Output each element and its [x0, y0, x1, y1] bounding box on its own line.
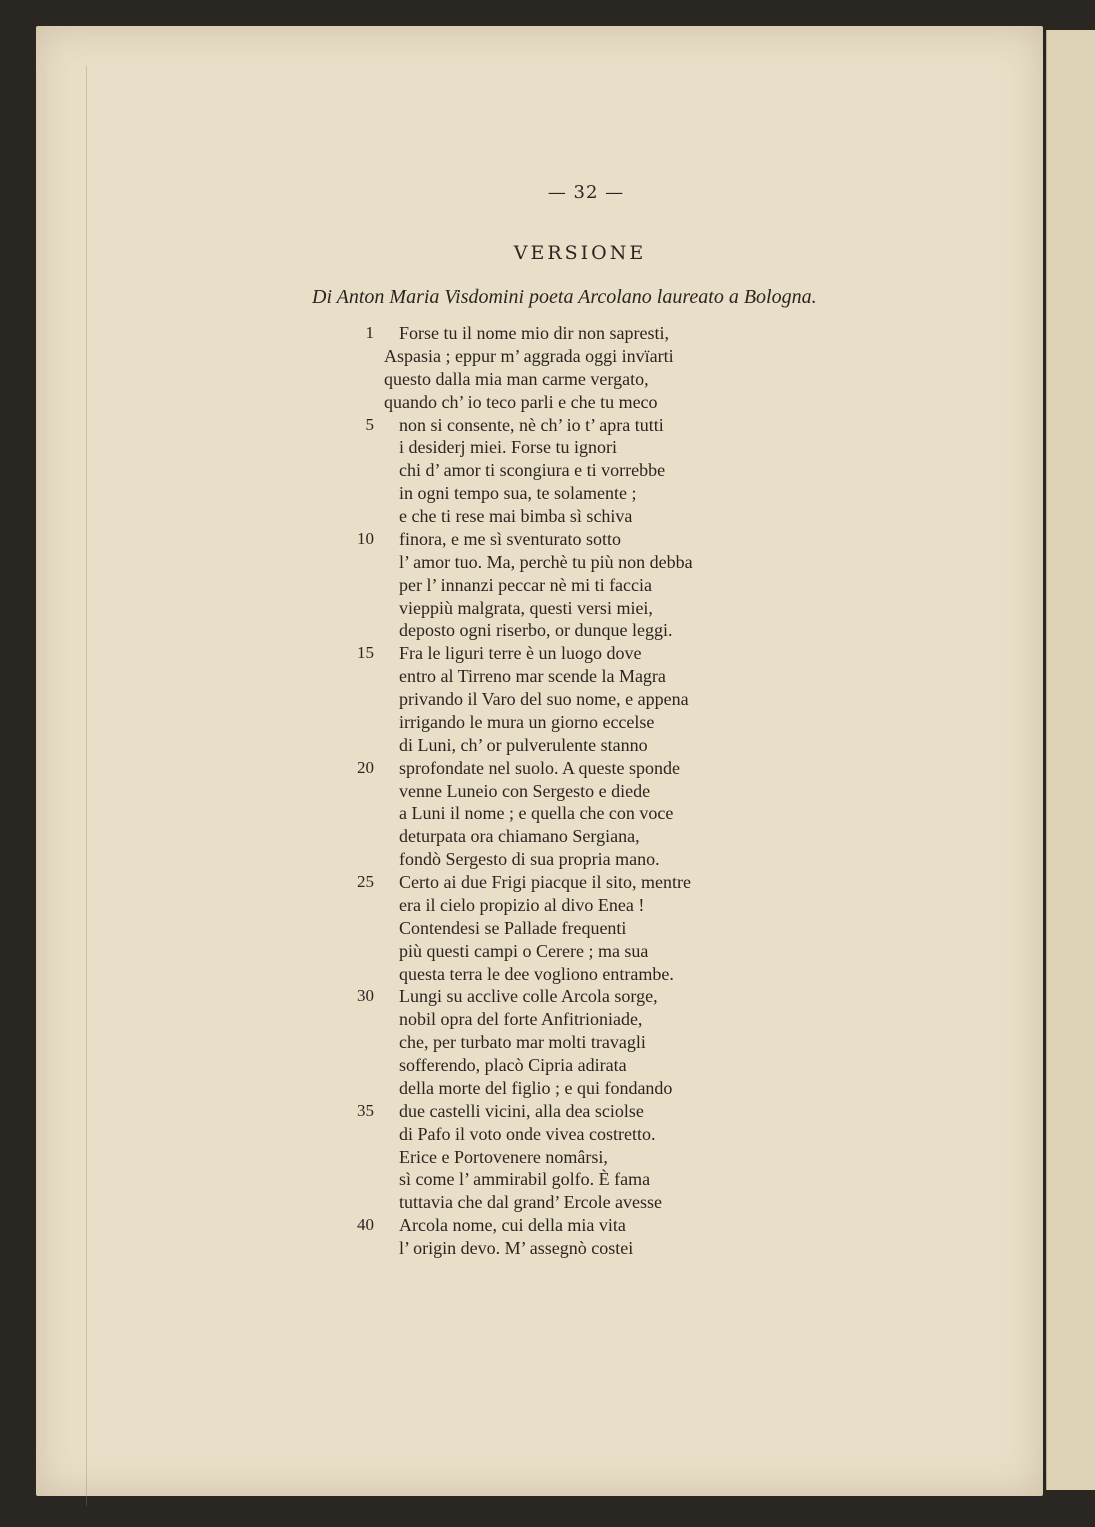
- poem-line: [330, 619, 810, 642]
- line-text: sprofondate nel suolo. A queste sponde: [399, 757, 680, 778]
- line-text: deposto ogni riserbo, or dunque leggi.: [399, 620, 673, 641]
- line-text: per l’ innanzi peccar nè mi ti faccia: [399, 574, 653, 595]
- poem-line: [330, 1146, 810, 1169]
- poem-line: [330, 459, 810, 482]
- line-text: deturpata ora chiamano Sergiana,: [399, 826, 640, 847]
- poem-line: [330, 848, 810, 871]
- poem-line: [330, 871, 810, 894]
- poem-line: [330, 711, 810, 734]
- page-fold-line: [86, 66, 87, 1506]
- line-text: i desiderj miei. Forse tu ignori: [399, 437, 617, 458]
- line-text: Arcola nome, cui della mia vita: [399, 1215, 626, 1236]
- poem-line: [330, 1054, 810, 1077]
- poem-line: [330, 1008, 810, 1031]
- line-text: a Luni il nome ; e quella che con voce: [399, 803, 674, 824]
- line-text: entro al Tirreno mar scende la Magra: [399, 666, 666, 687]
- poem-line: [330, 688, 810, 711]
- poem-line: [330, 963, 810, 986]
- line-number: 40: [357, 1215, 374, 1235]
- poem-line: [330, 734, 810, 757]
- poem-line: [330, 368, 810, 391]
- poem-line: [330, 1168, 810, 1191]
- line-number: 5: [365, 414, 374, 434]
- poem-line: [330, 597, 810, 620]
- line-text: Contendesi se Pallade frequenti: [399, 917, 627, 938]
- poem-line: [330, 665, 810, 688]
- line-text: in ogni tempo sua, te solamente ;: [399, 483, 637, 504]
- line-number: 30: [357, 986, 374, 1006]
- poem-line: [330, 780, 810, 803]
- poem-line: [330, 528, 810, 551]
- line-number: 35: [357, 1100, 374, 1120]
- author-subtitle: Di Anton Maria Visdomini poeta Arcolano laureato a Bologna.: [312, 286, 817, 308]
- poem-line: [330, 1123, 810, 1146]
- line-text: sofferendo, placò Cipria adirata: [399, 1055, 627, 1075]
- line-text: venne Luneio con Sergesto e diede: [399, 780, 651, 801]
- line-text: e che ti rese mai bimba sì schiva: [399, 506, 633, 526]
- line-text: l’ origin devo. M’ assegnò costei: [399, 1238, 634, 1258]
- line-number: 1: [365, 323, 374, 342]
- section-heading: VERSIONE: [513, 242, 647, 264]
- line-text: vieppiù malgrata, questi versi miei,: [399, 597, 653, 618]
- line-text: non si consente, nè ch’ io t’ apra tutti: [399, 414, 664, 435]
- line-text: Fra le liguri terre è un luogo dove: [399, 643, 642, 664]
- line-text: che, per turbato mar molti travagli: [399, 1032, 646, 1053]
- line-text: questa terra le dee vogliono entrambe.: [399, 963, 674, 984]
- line-text: quando ch’ io teco parli e che tu meco: [384, 391, 658, 412]
- line-text: Erice e Portovenere nomârsi,: [399, 1146, 608, 1167]
- poem-line: [330, 574, 810, 597]
- line-text: finora, e me sì sventurato sotto: [399, 528, 621, 549]
- line-number: 15: [357, 643, 374, 663]
- poem-line: [330, 436, 810, 459]
- poem-line: [330, 802, 810, 825]
- poem-line: [330, 642, 810, 665]
- line-text: fondò Sergesto di sua propria mano.: [399, 849, 660, 870]
- poem-line: [330, 551, 810, 574]
- poem-line: [330, 391, 810, 414]
- line-text: Aspasia ; eppur m’ aggrada oggi invïarti: [384, 345, 674, 366]
- poem-line: [330, 482, 810, 505]
- poem-line: [330, 1077, 810, 1100]
- facing-page-edge: [1046, 30, 1095, 1490]
- poem-line: [330, 940, 810, 963]
- line-text: nobil opra del forte Anfitrioniade,: [399, 1009, 643, 1030]
- poem-line: [330, 345, 810, 368]
- line-text: due castelli vicini, alla dea sciolse: [399, 1100, 644, 1121]
- poem-line: [330, 757, 810, 780]
- poem-line: [330, 917, 810, 940]
- page-number: — 32 —: [547, 182, 625, 203]
- poem-line: [330, 414, 810, 437]
- line-text: irrigando le mura un giorno eccelse: [399, 711, 655, 732]
- poem-body: [330, 322, 810, 1260]
- line-text: della morte del figlio ; e qui fondando: [399, 1077, 673, 1098]
- line-text: sì come l’ ammirabil golfo. È fama: [399, 1169, 651, 1190]
- line-text: Lungi su acclive colle Arcola sorge,: [399, 986, 658, 1007]
- line-text: Forse tu il nome mio dir non sapresti,: [399, 323, 669, 343]
- line-text: era il cielo propizio al divo Enea !: [399, 894, 645, 915]
- poem-line: [330, 1214, 810, 1237]
- line-text: tuttavia che dal grand’ Ercole avesse: [399, 1192, 663, 1213]
- poem-line: [330, 505, 810, 528]
- poem-line: [330, 322, 810, 345]
- poem-line: [330, 1100, 810, 1123]
- line-number: 10: [357, 528, 374, 548]
- poem-line: [330, 894, 810, 917]
- line-text: questo dalla mia man carme vergato,: [384, 368, 649, 389]
- line-number: 25: [357, 872, 374, 891]
- poem-line: [330, 1237, 810, 1260]
- line-text: chi d’ amor ti scongiura e ti vorrebbe: [399, 460, 666, 481]
- poem-line: [330, 985, 810, 1008]
- line-text: privando il Varo del suo nome, e appena: [399, 689, 689, 709]
- poem-line: [330, 1191, 810, 1214]
- poem-line: [330, 825, 810, 848]
- line-text: Certo ai due Frigi piacque il sito, mentre: [399, 872, 691, 892]
- line-text: di Pafo il voto onde vivea costretto.: [399, 1123, 656, 1144]
- line-text: più questi campi o Cerere ; ma sua: [399, 940, 649, 961]
- poem-line: [330, 1031, 810, 1054]
- line-number: 20: [357, 757, 374, 777]
- line-text: di Luni, ch’ or pulverulente stanno: [399, 734, 648, 755]
- line-text: l’ amor tuo. Ma, perchè tu più non debba: [399, 551, 693, 572]
